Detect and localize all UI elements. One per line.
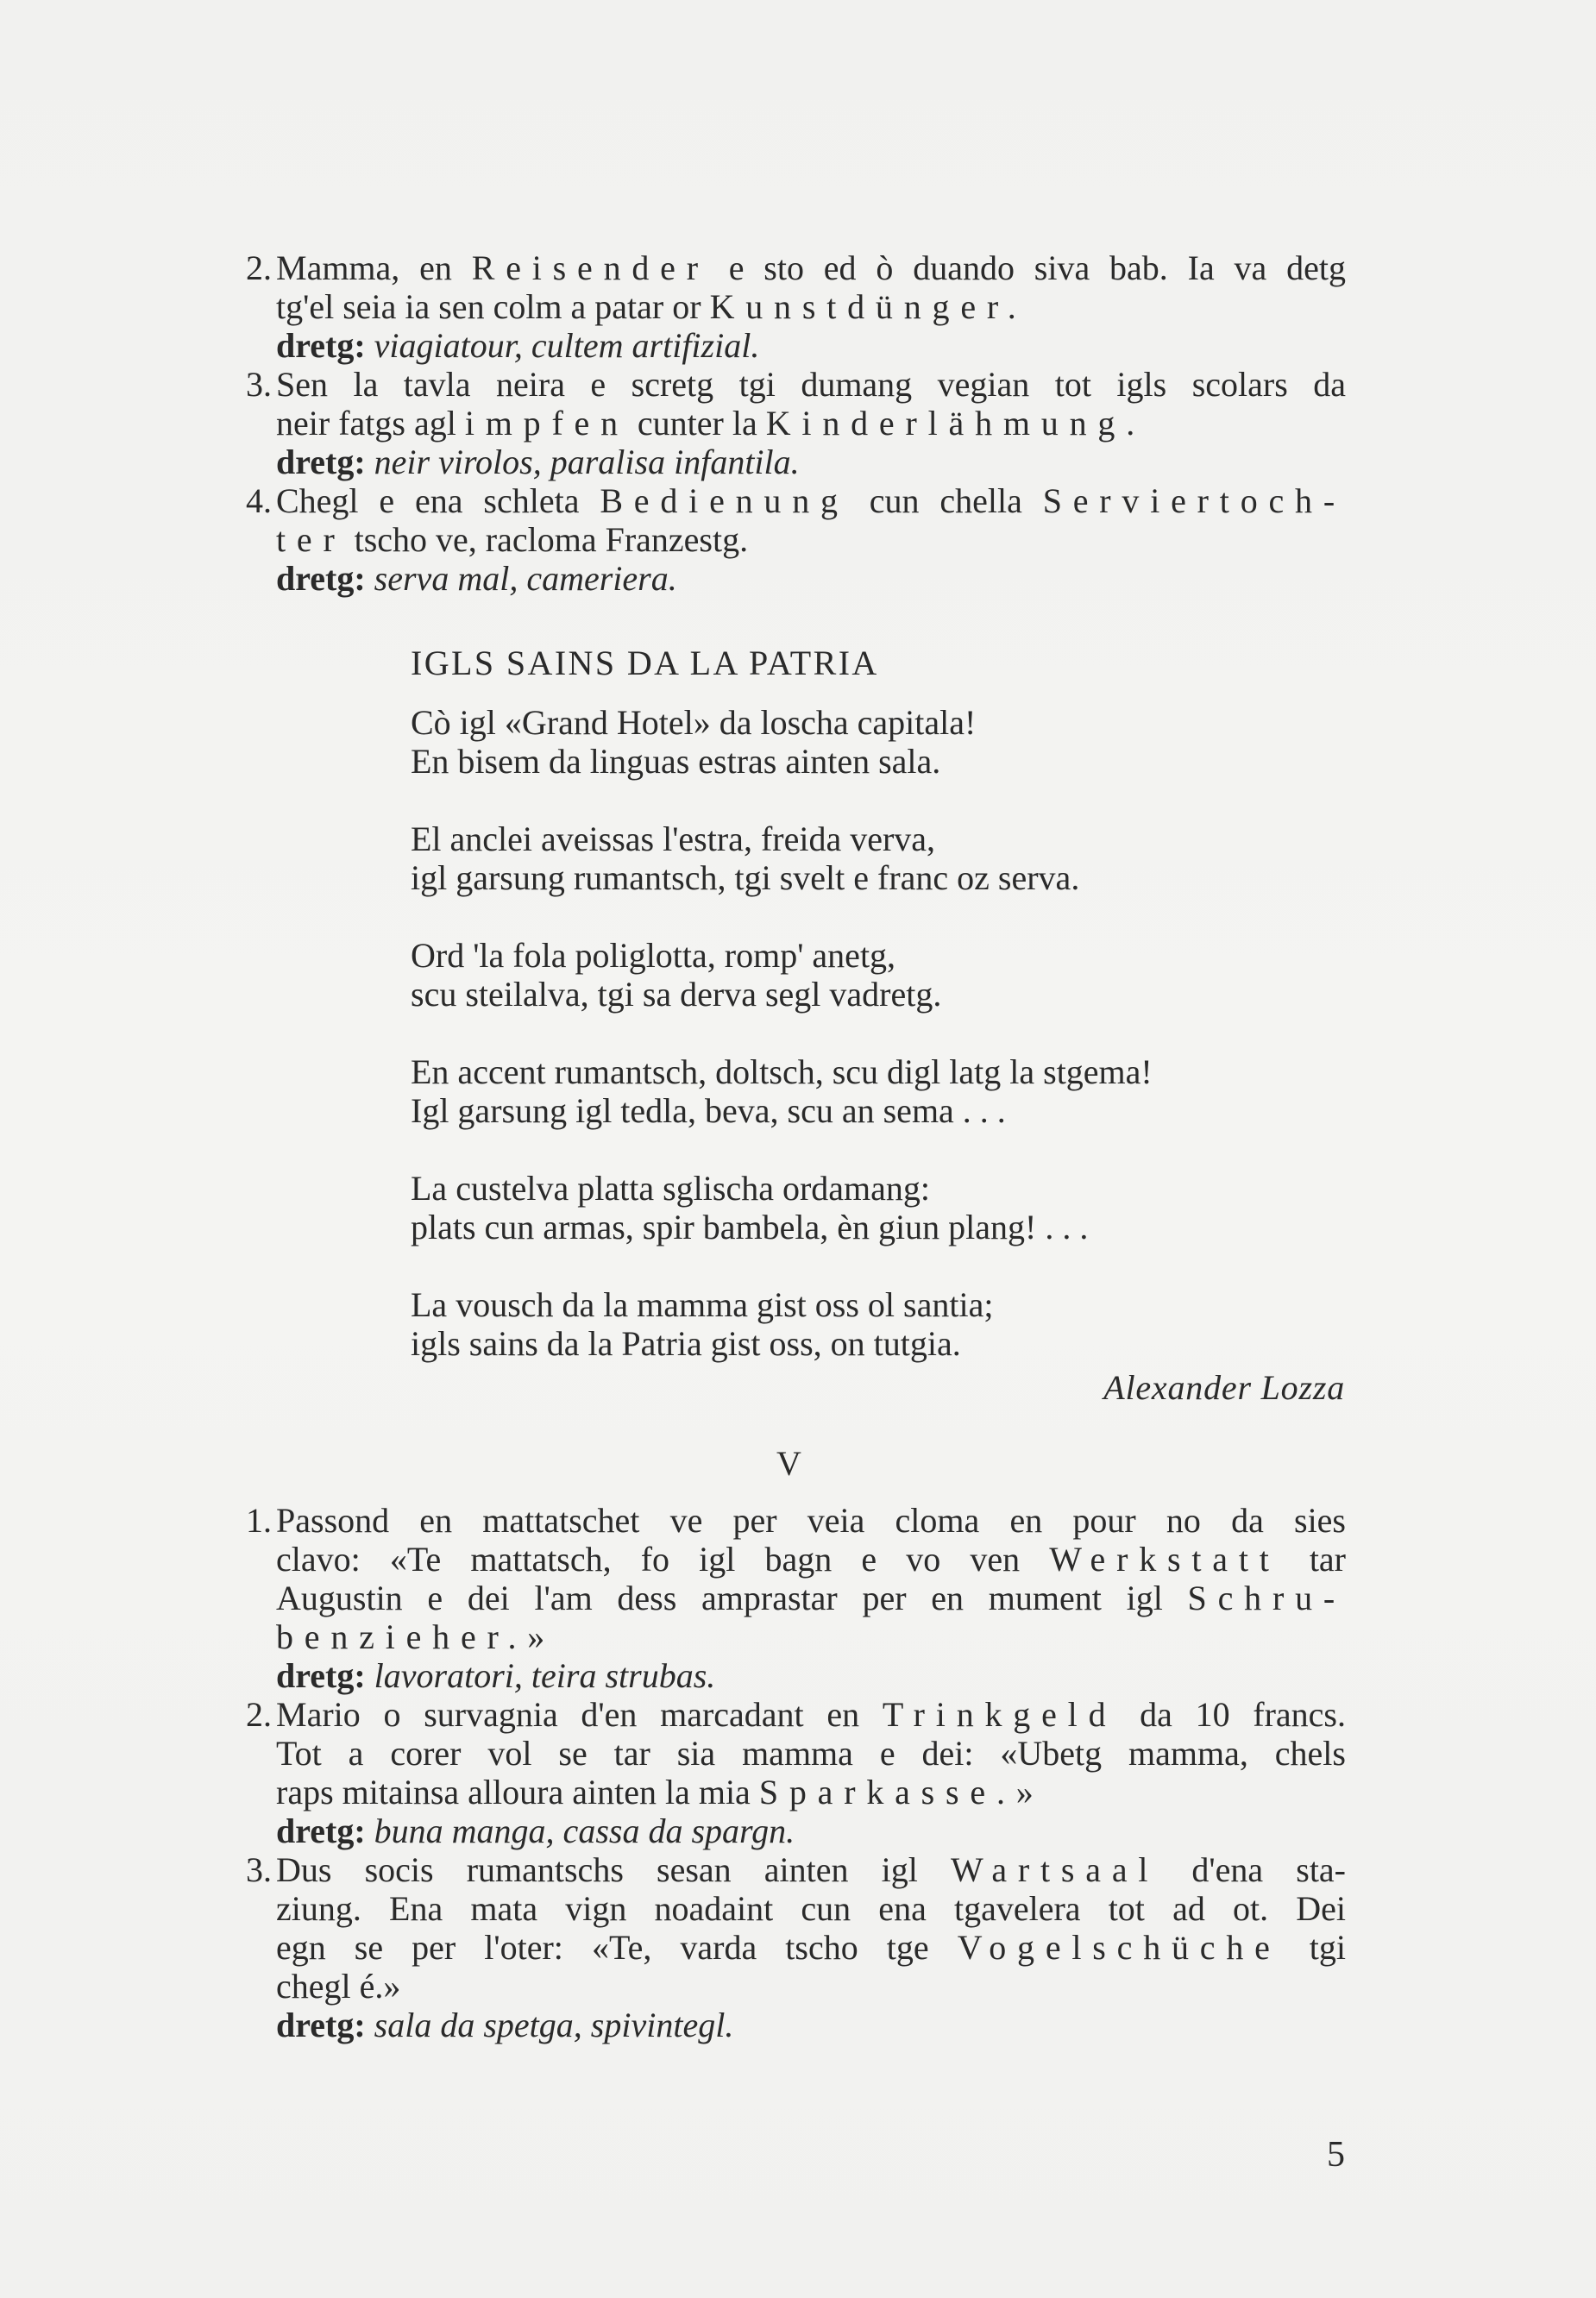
answer-text: buna manga, cassa da spargn.: [374, 1811, 795, 1850]
exercise-text: [276, 248, 1346, 365]
exercise-text: [276, 481, 1346, 598]
text-run: Chegl e ena schleta: [276, 481, 600, 520]
text-line: [276, 1617, 1346, 1656]
spaced-german-word: Werkstatt: [1049, 1540, 1280, 1579]
spaced-german-word: Vogelschüche: [957, 1928, 1281, 1967]
answer-label: dretg:: [276, 2006, 366, 2044]
text-line: [276, 1540, 1346, 1579]
text-run: raps mitainsa alloura ainten la mia: [276, 1773, 759, 1811]
text-line: [276, 1967, 1346, 2006]
exercise-number: 1.: [246, 1501, 272, 1540]
text-line: [276, 1850, 1346, 1889]
text-line: [276, 365, 1346, 404]
text-run: Sen la tavla neira e scretg tgi dumang vegian tot igls scolars da: [276, 365, 1346, 404]
text-run: e sto ed ò duando siva bab. Ia va detg: [708, 248, 1346, 287]
text-run: cun chella: [848, 481, 1043, 520]
section-heading: V: [776, 1444, 801, 1483]
poem-stanza: [411, 1285, 993, 1363]
spaced-german-word: impfen: [464, 404, 629, 443]
text-run: Dus socis rumantschs sesan ainten igl: [276, 1850, 951, 1889]
answer-label: dretg:: [276, 326, 366, 365]
text-run: [366, 1811, 374, 1850]
text-run: egn se per l'oter: «Te, varda tscho tge: [276, 1928, 958, 1967]
spaced-german-word: Trinkgeld: [882, 1695, 1117, 1734]
text-line: [276, 1501, 1346, 1540]
poem-stanza: [411, 819, 1079, 897]
poem-line: En bisem da linguas estras ainten sala.: [411, 742, 941, 781]
text-line: [276, 1811, 1346, 1850]
poem-line: En accent rumantsch, doltsch, scu digl latg la stgema!: [411, 1052, 1153, 1091]
text-run: neir fatgs agl: [276, 404, 465, 443]
spaced-german-word: Serviertoch-: [1042, 481, 1346, 520]
answer-label: dretg:: [276, 443, 366, 481]
spaced-german-word: Wartsaal: [950, 1850, 1159, 1889]
spaced-german-word: Reisender: [471, 248, 709, 287]
text-line: [276, 1695, 1346, 1734]
text-run: tar: [1279, 1540, 1346, 1579]
poem-line: La custelva platta sglischa ordamang:: [411, 1169, 931, 1208]
answer-text: sala da spetga, spivintegl.: [374, 2006, 734, 2044]
text-run: [366, 1656, 374, 1695]
text-run: chegl é.»: [276, 1967, 401, 2006]
text-run: [366, 2006, 374, 2044]
poem-stanza: [411, 703, 976, 781]
text-run: »: [527, 1617, 545, 1656]
exercise-text: [276, 1501, 1346, 1695]
exercise-text: [276, 1850, 1346, 2044]
text-line: [276, 1734, 1346, 1773]
poem-line: La vousch da la mamma gist oss ol santia;: [411, 1285, 994, 1324]
poem-line: igl garsung rumantsch, tgi svelt e franc oz serva.: [411, 858, 1080, 897]
text-line: [276, 443, 1346, 481]
poem-line: Igl garsung igl tedla, beva, scu an sema . . .: [411, 1091, 1006, 1130]
spaced-german-word: Sparkasse.: [758, 1773, 1016, 1811]
text-run: Augustin e dei l'am dess amprastar per en mument igl: [276, 1579, 1188, 1617]
text-run: tscho ve, racloma Franzestg.: [345, 520, 749, 559]
answer-label: dretg:: [276, 1656, 366, 1695]
text-line: [276, 1656, 1346, 1695]
answer-text: neir virolos, paralisa infantila.: [374, 443, 800, 481]
text-line: [276, 326, 1346, 365]
poem-title: IGLS SAINS DA LA PATRIA: [411, 644, 879, 682]
text-line: [276, 2006, 1346, 2044]
text-line: [276, 559, 1346, 598]
text-run: Passond en mattatschet ve per veia cloma en pour no da sies: [276, 1501, 1346, 1540]
text-line: [276, 1773, 1346, 1811]
spaced-german-word: Schru-: [1187, 1579, 1346, 1617]
answer-label: dretg:: [276, 559, 366, 598]
exercise-number: 4.: [246, 481, 272, 520]
text-run: »: [1015, 1773, 1034, 1811]
exercise-text: [276, 1695, 1346, 1850]
text-run: [366, 559, 374, 598]
text-run: d'ena sta-: [1159, 1850, 1347, 1889]
text-run: Mamma, en: [276, 248, 472, 287]
poem-line: scu steilalva, tgi sa derva segl vadretg.: [411, 975, 942, 1014]
spaced-german-word: Kinderlähmung.: [765, 404, 1146, 443]
page-number: 5: [1327, 2135, 1345, 2175]
exercise-number: 3.: [246, 365, 272, 404]
text-run: tg'el seia ia sen colm a patar or: [276, 287, 710, 326]
text-line: [276, 481, 1346, 520]
poem-stanza: [411, 1169, 1088, 1246]
text-run: ziung. Ena mata vign noadaint cun ena tgavelera tot ad ot. Dei: [276, 1889, 1346, 1928]
answer-text: lavoratori, teira strubas.: [374, 1656, 716, 1695]
answer-label: dretg:: [276, 1811, 366, 1850]
text-line: [276, 520, 1346, 559]
text-run: da 10 francs.: [1116, 1695, 1346, 1734]
spaced-german-word: Bedienung: [600, 481, 849, 520]
spaced-german-word: Kunstdünger.: [709, 287, 1027, 326]
text-line: [276, 1579, 1346, 1617]
poem-line: Ord 'la fola poliglotta, romp' anetg,: [411, 936, 896, 975]
answer-text: serva mal, cameriera.: [374, 559, 677, 598]
poem-author: Alexander Lozza: [1103, 1368, 1345, 1407]
poem-line: El anclei aveissas l'estra, freida verva,: [411, 819, 936, 858]
text-run: Mario o survagnia d'en marcadant en: [276, 1695, 883, 1734]
poem-line: igls sains da la Patria gist oss, on tutgia.: [411, 1324, 961, 1363]
answer-text: viagiatour, cultem artifizial.: [374, 326, 760, 365]
exercise-number: 2.: [246, 1695, 272, 1734]
exercise-number: 2.: [246, 248, 272, 287]
poem-stanza: [411, 1052, 1153, 1130]
exercise-number: 3.: [246, 1850, 272, 1889]
exercise-text: [276, 365, 1346, 481]
text-line: [276, 1928, 1346, 1967]
text-run: [366, 443, 374, 481]
spaced-german-word: benzieher.: [276, 1617, 528, 1656]
poem-stanza: [411, 936, 941, 1014]
poem-line: plats cun armas, spir bambela, èn giun plang! . . .: [411, 1208, 1089, 1246]
text-line: [276, 287, 1346, 326]
poem-line: Cò igl «Grand Hotel» da loscha capitala!: [411, 703, 977, 742]
text-run: tgi: [1280, 1928, 1346, 1967]
text-line: [276, 404, 1346, 443]
text-run: [366, 326, 374, 365]
text-run: clavo: «Te mattatsch, fo igl bagn e vo ven: [276, 1540, 1050, 1579]
text-run: Tot a corer vol se tar sia mamma e dei: «Ubetg mamma, chels: [276, 1734, 1346, 1773]
text-line: [276, 1889, 1346, 1928]
text-line: [276, 248, 1346, 287]
spaced-german-word: ter: [276, 520, 346, 559]
text-run: cunter la: [628, 404, 766, 443]
